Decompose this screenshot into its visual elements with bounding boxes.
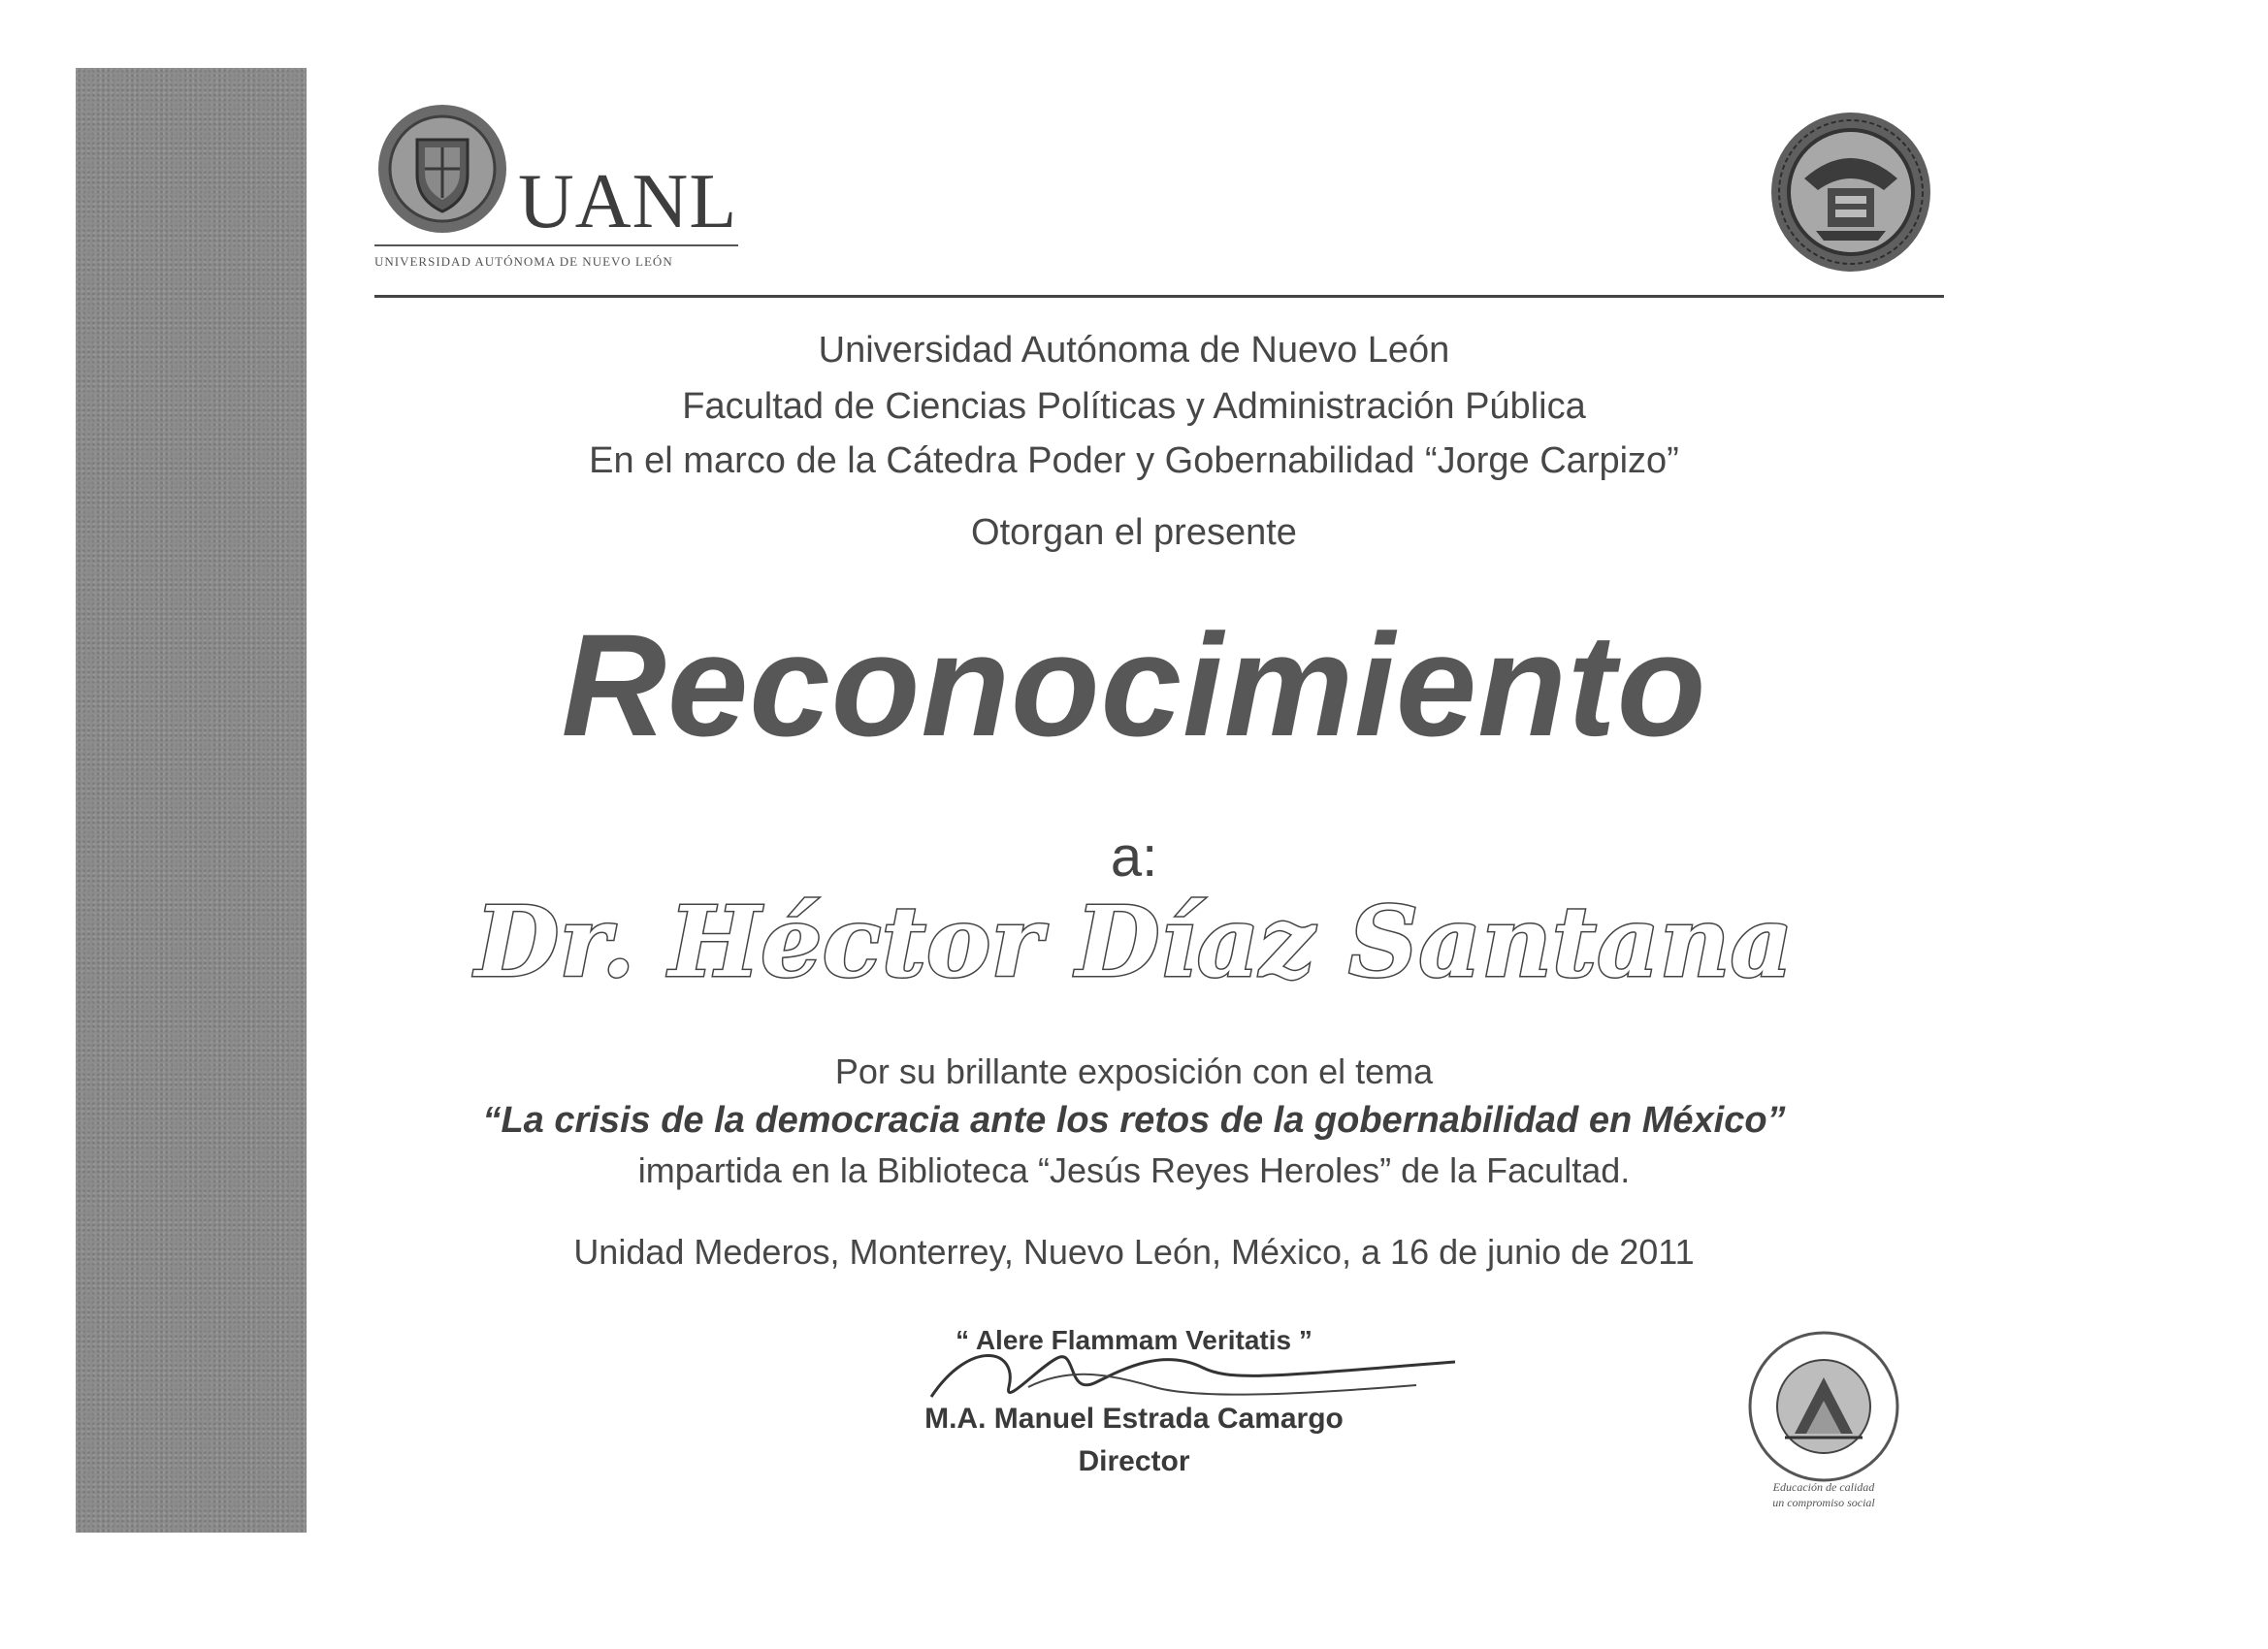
to-label: a:	[1110, 825, 1158, 889]
signer-name: M.A. Manuel Estrada Camargo	[924, 1403, 1344, 1435]
award-reason: Por su brillante exposición con el tema	[834, 1051, 1434, 1091]
signer-title: Director	[1078, 1445, 1190, 1477]
recipient-name: Dr. Héctor Díaz Santana	[474, 885, 1794, 999]
quality-caption-line2: un compromiso social	[1772, 1495, 1875, 1509]
lecture-topic: “La crisis de la democracia ante los retos de la gobernabilidad en México”	[482, 1100, 1786, 1141]
uanl-logo-text: UANL	[518, 159, 738, 244]
quality-caption-line1: Educación de calidad	[1772, 1480, 1875, 1494]
uanl-logo-rule	[374, 244, 738, 246]
header-rule	[374, 295, 1944, 298]
certificate-title: Reconocimiento	[561, 603, 1707, 766]
grant-phrase: Otorgan el presente	[971, 512, 1297, 553]
uanl-seal-icon	[374, 101, 510, 237]
quality-seal-icon	[1746, 1329, 1901, 1484]
issuer-chair: En el marco de la Cátedra Poder y Gobernabilidad “Jorge Carpizo”	[589, 440, 1679, 481]
motto: “ Alere Flammam Veritatis ”	[956, 1325, 1312, 1355]
venue-line: impartida en la Biblioteca “Jesús Reyes Heroles” de la Facultad.	[637, 1150, 1631, 1190]
decorative-sidebar-band	[76, 68, 307, 1533]
issuer-university: Universidad Autónoma de Nuevo León	[818, 330, 1450, 371]
uanl-full-name: UNIVERSIDAD AUTÓNOMA DE NUEVO LEÓN	[374, 254, 673, 269]
quality-seal-caption	[1736, 1480, 1911, 1510]
place-date: Unidad Mederos, Monterrey, Nuevo León, México, a 16 de junio de 2011	[573, 1232, 1695, 1272]
issuer-faculty: Facultad de Ciencias Políticas y Administración Pública	[682, 386, 1586, 427]
faculty-seal-icon	[1767, 109, 1934, 275]
